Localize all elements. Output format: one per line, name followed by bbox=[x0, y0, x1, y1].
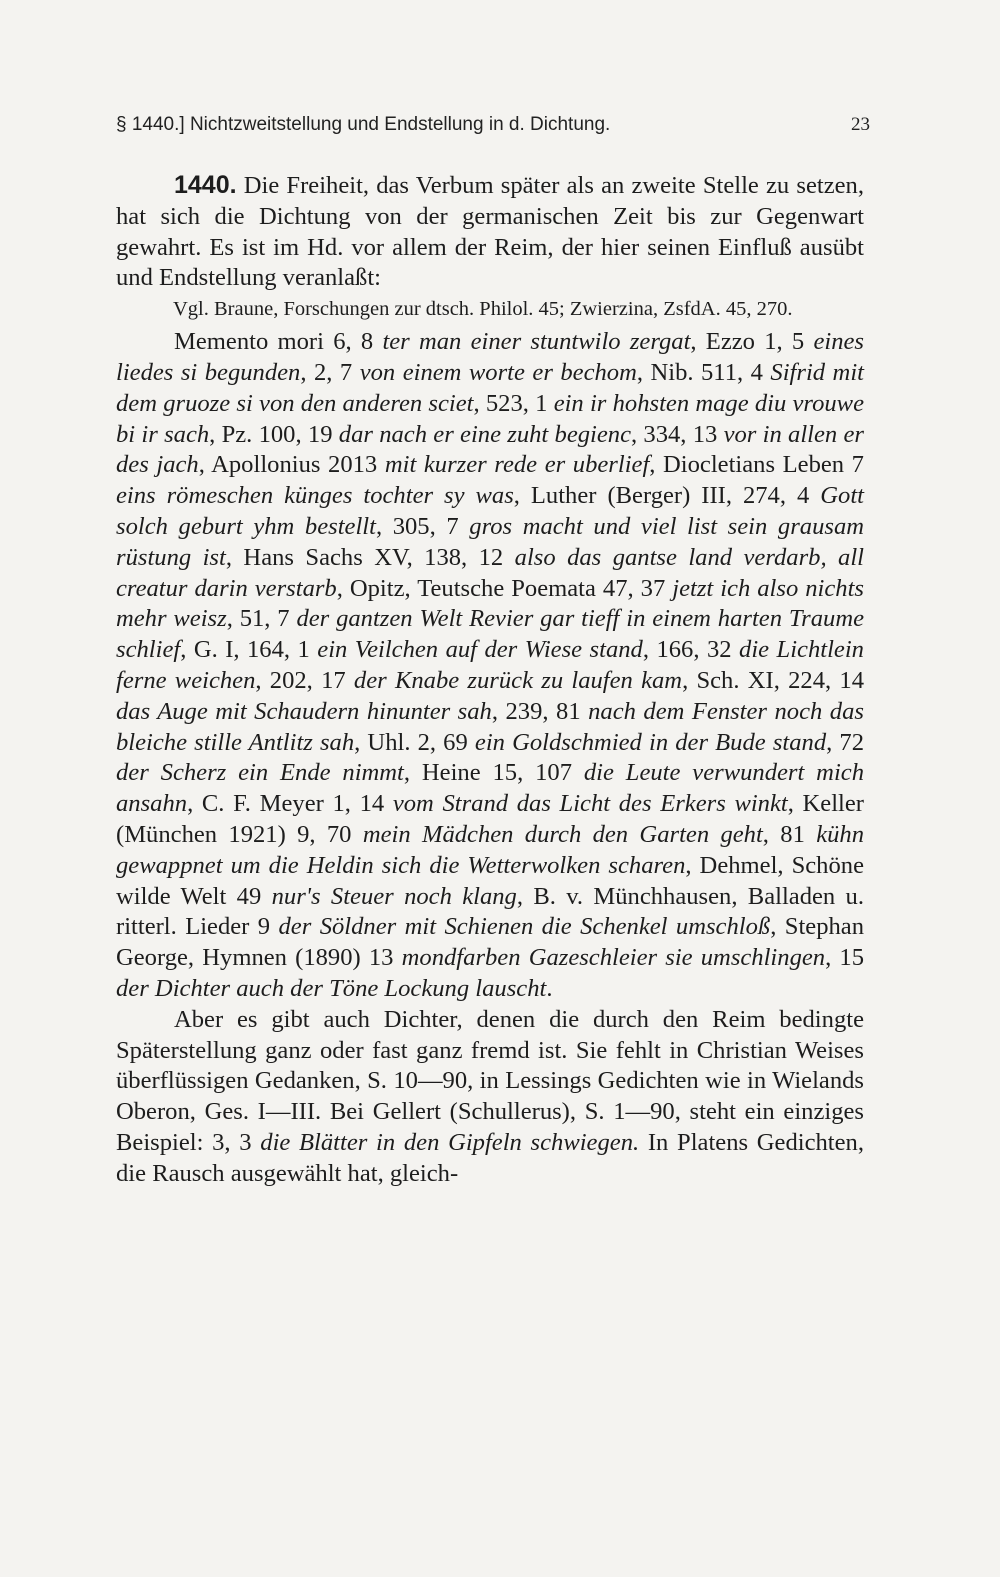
quotation-text: vor in allen er des jach bbox=[116, 420, 864, 479]
quotation-text: kühn gewappnet um die Heldin sich die Wetterwolken scharen bbox=[116, 820, 865, 879]
citation-text: , Heine 15, 107 bbox=[403, 759, 584, 787]
quotation-text: mondfarben Gazeschleier sie umschlingen bbox=[401, 944, 826, 972]
quotation-text: der Söldner mit Schienen die Schenkel umschloß bbox=[278, 913, 771, 941]
quotation-text: ein Goldschmied in der Bude stand bbox=[474, 728, 827, 756]
citation-text: , Keller (München 1921) 9, 70 bbox=[116, 790, 864, 848]
citation-text: , 166, 32 bbox=[642, 636, 740, 664]
citation-text: , Sch. XI, 224, 14 bbox=[682, 666, 864, 694]
citation-text: , Apollonius 2013 bbox=[198, 451, 385, 479]
main-text bbox=[116, 170, 864, 1190]
quotation-text: dar nach er eine zuht begienc bbox=[338, 420, 631, 448]
running-header bbox=[116, 114, 870, 144]
citation-text: , C. F. Meyer 1, 14 bbox=[187, 790, 393, 818]
citation-text: , Hans Sachs XV, 138, 12 bbox=[225, 543, 515, 571]
header-title: § 1440.] Nichtzweitstellung und Endstellung in d. Dichtung. bbox=[116, 114, 611, 135]
quotation-text: ein ir hohsten mage diu vrouwe bi ir sach bbox=[116, 389, 864, 448]
quotation-text: eines liedes si begunden bbox=[116, 328, 864, 386]
closing-paragraph bbox=[116, 1005, 864, 1190]
quotation-text: der Scherz ein Ende nimmt bbox=[116, 759, 404, 787]
quotation-text: Gott solch geburt yhm bestellt bbox=[116, 482, 864, 540]
citation-text: , Ezzo 1, 5 bbox=[690, 328, 814, 356]
quotation-text: das Auge mit Schaudern hinunter sah bbox=[116, 697, 492, 725]
citation-text: , Pz. 100, 19 bbox=[209, 420, 339, 448]
citation-text: , Diocletians Leben 7 bbox=[649, 451, 864, 479]
quotation-text: von einem worte er bechom bbox=[359, 358, 637, 386]
citation-text: , Nib. 511, 4 bbox=[636, 358, 771, 386]
citation-text: , 239, 81 bbox=[491, 697, 589, 725]
footnote-reference bbox=[116, 296, 864, 323]
citation-text: , 15 bbox=[825, 944, 864, 972]
section-intro-paragraph bbox=[116, 170, 864, 294]
reference-note: Vgl. Braune, Forschungen zur dtsch. Philol. 45; Zwierzina, ZsfdA. 45, 270. bbox=[173, 298, 793, 321]
quotation-text: jetzt ich also nichts mehr weisz bbox=[116, 574, 864, 633]
citation-text: , Opitz, Teutsche Poemata 47, 37 bbox=[336, 574, 673, 602]
quotation-text: die Blätter in den Gipfeln schwiegen. bbox=[260, 1128, 640, 1156]
citation-text: Aber es gibt auch Dichter, denen die durch den Reim bedingte Späterstellung ganz oder fast ganz fremd ist. Sie fehlt in Christian Weises überflüssigen Gedanken, S. 10—90, in Lessings Gedichten wie in Wielands Oberon, Ges. I—III. Bei Gellert (Schullerus), S. 1—90, steht ein einziges Beispiel: 3, 3 bbox=[116, 1005, 864, 1156]
citation-text: , 51, 7 bbox=[226, 605, 297, 633]
quotation-text: ein Veilchen auf der Wiese stand bbox=[317, 636, 643, 664]
citation-text: , 523, 1 bbox=[473, 389, 554, 417]
quotation-text: der Knabe zurück zu laufen kam bbox=[353, 666, 683, 694]
quotation-text: mit kurzer rede er uberlief bbox=[384, 451, 650, 479]
quotation-text: mein Mädchen durch den Garten geht bbox=[362, 820, 763, 848]
citation-text: , Luther (Berger) III, 274, 4 bbox=[513, 482, 821, 510]
citation-text: , 334, 13 bbox=[631, 420, 724, 448]
citation-text: , B. v. Münchhausen, Balladen u. ritterl. Lieder 9 bbox=[116, 882, 864, 941]
examples-paragraph bbox=[116, 327, 864, 1005]
quotation-text: eins römeschen künges tochter sy was bbox=[116, 482, 514, 510]
citation-text: , 2, 7 bbox=[300, 358, 360, 386]
quotation-text: gros macht und viel list sein grausam rüstung ist bbox=[116, 512, 864, 571]
page-number: 23 bbox=[851, 114, 870, 135]
citation-text: , Uhl. 2, 69 bbox=[354, 728, 475, 756]
citation-text: , Dehmel, Schöne wilde Welt 49 bbox=[116, 851, 864, 910]
citation-text: , 81 bbox=[762, 820, 817, 848]
quotation-text: also das gantse land verdarb, all creatur darin verstarb bbox=[116, 543, 864, 602]
quotation-text: nach dem Fenster noch das bleiche stille Antlitz sah bbox=[116, 697, 864, 756]
quotation-text: vom Strand das Licht des Erkers winkt bbox=[392, 790, 788, 818]
section-intro: Die Freiheit, das Verbum später als an zweite Stelle zu setzen, hat sich die Dichtung von der germanischen Zeit bis zur Gegenwart gewahrt. Es ist im Hd. vor allem der Reim, der hier seinen Einfluß ausübt und Endstellung veranlaßt: bbox=[116, 172, 864, 292]
quotation-text: nur's Steuer noch klang bbox=[271, 882, 517, 910]
citation-text: , 305, 7 bbox=[375, 512, 470, 540]
citation-text: , 72 bbox=[826, 728, 864, 756]
citation-text: . bbox=[546, 974, 553, 1002]
quotation-text: die Leute verwundert mich ansahn bbox=[116, 759, 864, 818]
quotation-text: ter man einer stuntwilo zergat bbox=[382, 328, 691, 356]
citation-text: , Stephan George, Hymnen (1890) 13 bbox=[116, 913, 865, 972]
citation-text: In Platens Gedichten, die Rausch ausgewählt hat, gleich- bbox=[116, 1128, 864, 1187]
quotation-text: Sifrid mit dem gruoze si von den anderen sciet bbox=[116, 358, 864, 417]
section-number: 1440. bbox=[174, 171, 237, 199]
quotation-text: der Dichter auch der Töne Lockung lauscht bbox=[116, 974, 547, 1002]
quotation-text: die Lichtlein ferne weichen bbox=[116, 636, 864, 694]
quotation-text: der gantzen Welt Revier gar tieff in einem harten Traume schlief bbox=[116, 605, 865, 664]
citation-text: , 202, 17 bbox=[255, 666, 354, 694]
citation-text: Memento mori 6, 8 bbox=[174, 328, 383, 356]
citation-text: , G. I, 164, 1 bbox=[180, 636, 318, 664]
